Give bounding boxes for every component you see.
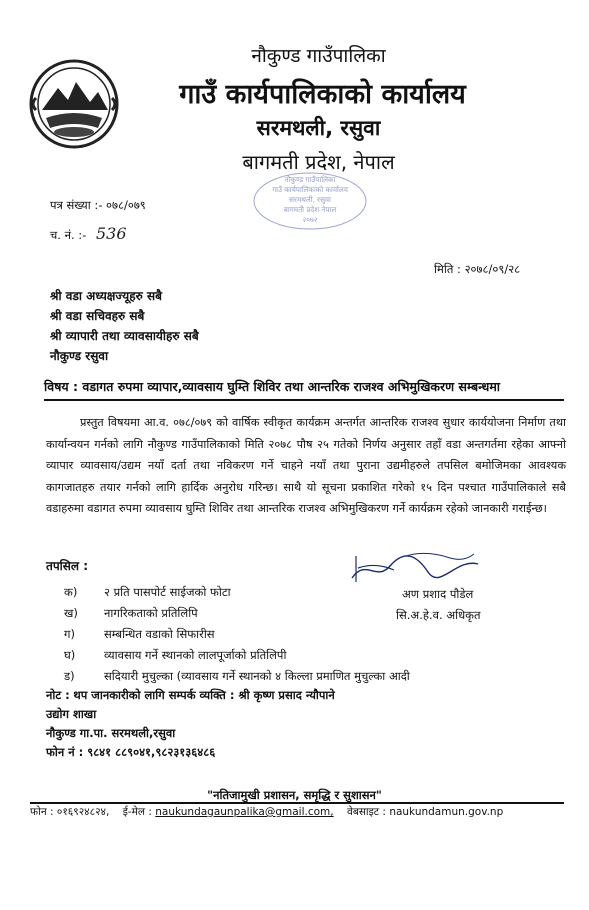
note-text: थप जानकारीको लागि सम्पर्क व्यक्ति : श्री कृष्ण प्रसाद न्यौपाने xyxy=(73,688,335,702)
footer-web-link[interactable]: naukundamun.gov.np xyxy=(389,806,504,818)
municipality-name: नौकुण्ड गाउँपालिका xyxy=(251,45,386,67)
signature-stamp xyxy=(346,548,486,588)
footer-phone: फोन : ०१६९२४८२४, xyxy=(30,806,110,818)
details-label: तपसिल : xyxy=(46,559,88,573)
contact-note xyxy=(46,688,335,703)
footer-email-link[interactable]: naukundagaunpalika@gmail.com, xyxy=(155,806,334,818)
letter-date: मिति : २०७८/०९/२८ xyxy=(434,262,521,276)
note-department: उद्योग शाखा xyxy=(46,707,97,721)
footer-divider xyxy=(30,802,564,804)
dispatch-number-value: 536 xyxy=(96,224,127,243)
dispatch-number-label: च. नं. :- xyxy=(50,228,87,242)
addressee-line: नौकुण्ड रसुवा xyxy=(50,349,109,363)
office-name: गाउँ कार्यपालिकाको कार्यालय xyxy=(179,79,466,110)
addressee-line: श्री वडा अध्यक्षज्यूहरु सबै xyxy=(50,289,162,303)
letter-number: पत्र संख्या :- ०७८/०७९ xyxy=(50,198,146,212)
stamp-line-2: गाउँ कार्यपालिकाको कार्यालय xyxy=(272,185,348,194)
signatory-name: अण प्रशाद पौडेल xyxy=(402,587,474,601)
note-label: नोट : xyxy=(46,688,70,702)
stamp-line-3: सरमथली, रसुवा xyxy=(289,195,331,204)
addressee-line: श्री व्यापारी तथा व्यावसायीहरु सबै xyxy=(50,329,199,343)
office-stamp xyxy=(250,170,370,232)
letter-body: प्रस्तुत विषयमा आ.व. ०७८/०७९ को वार्षिक स्वीकृत कार्यक्रम अन्तर्गत आन्तरिक राजश्व सुधार कार्ययोजना निर्माण तथा कार्यान्वयन गर्नको लागि नौकुण्ड गाउँपालिकाको मिति २०७८ पौष २५ गतेको निर्णय अनुसार तहाँ वडा अन्तगर्तमा रहेका आफ्नो व्यापार व्यावसाय/उद्यम नयाँ दर्ता तथा नविकरण गर्ने चाहने नयाँ तथा पुराना उद्यमीहरुले तपसिल बमोजिमका आवश्यक कागजातहरु तयार गर्नको लागि हार्दिक अनुरोध गरिन्छ। साथै यो सूचना प्रकाशित गरेको १५ दिन पश्चात गाउँपालिकाले सबै वडाहरुमा वडागत रुपमा व्यावसाय घुम्ति शिविर तथा आन्तरिक राजश्व अभिमुखिकरण गर्ने कार्यक्रम रहेको जानकारी गराईन्छ। xyxy=(46,416,566,516)
province-country: बागमती प्रदेश, नेपाल xyxy=(242,150,395,174)
stamp-line-5: २०७२ xyxy=(302,215,318,224)
footer-web-label: वेबसाइट : xyxy=(346,806,386,818)
note-address: नौकुण्ड गा.पा. सरमथली,रसुवा xyxy=(46,726,176,740)
footer-contact xyxy=(30,805,503,819)
addressee-line: श्री वडा सचिवहरु सबै xyxy=(50,309,145,323)
note-phone: फोन नं : ९८४१ ८८९०४१,९८२३१३६४८६ xyxy=(46,745,216,759)
signatory-title: सि.अ.हे.व. अधिकृत xyxy=(396,608,481,622)
footer-motto: "नतिजामुखी प्रशासन, समृद्धि र सुशासन" xyxy=(207,788,382,802)
office-location: सरमथली, रसुवा xyxy=(256,116,381,140)
letter-subject: विषय : वडागत रुपमा व्यापार,व्यावसाय घुम्ति शिविर तथा आन्तरिक राजश्व अभिमुखिकरण सम्बन्धमा xyxy=(44,378,564,401)
stamp-line-1: नौकुण्ड गाउँपालिका xyxy=(284,175,336,184)
stamp-line-4: बागमती प्रदेश नेपाल xyxy=(283,205,337,214)
footer-email-label: ई-मेल : xyxy=(122,806,152,818)
